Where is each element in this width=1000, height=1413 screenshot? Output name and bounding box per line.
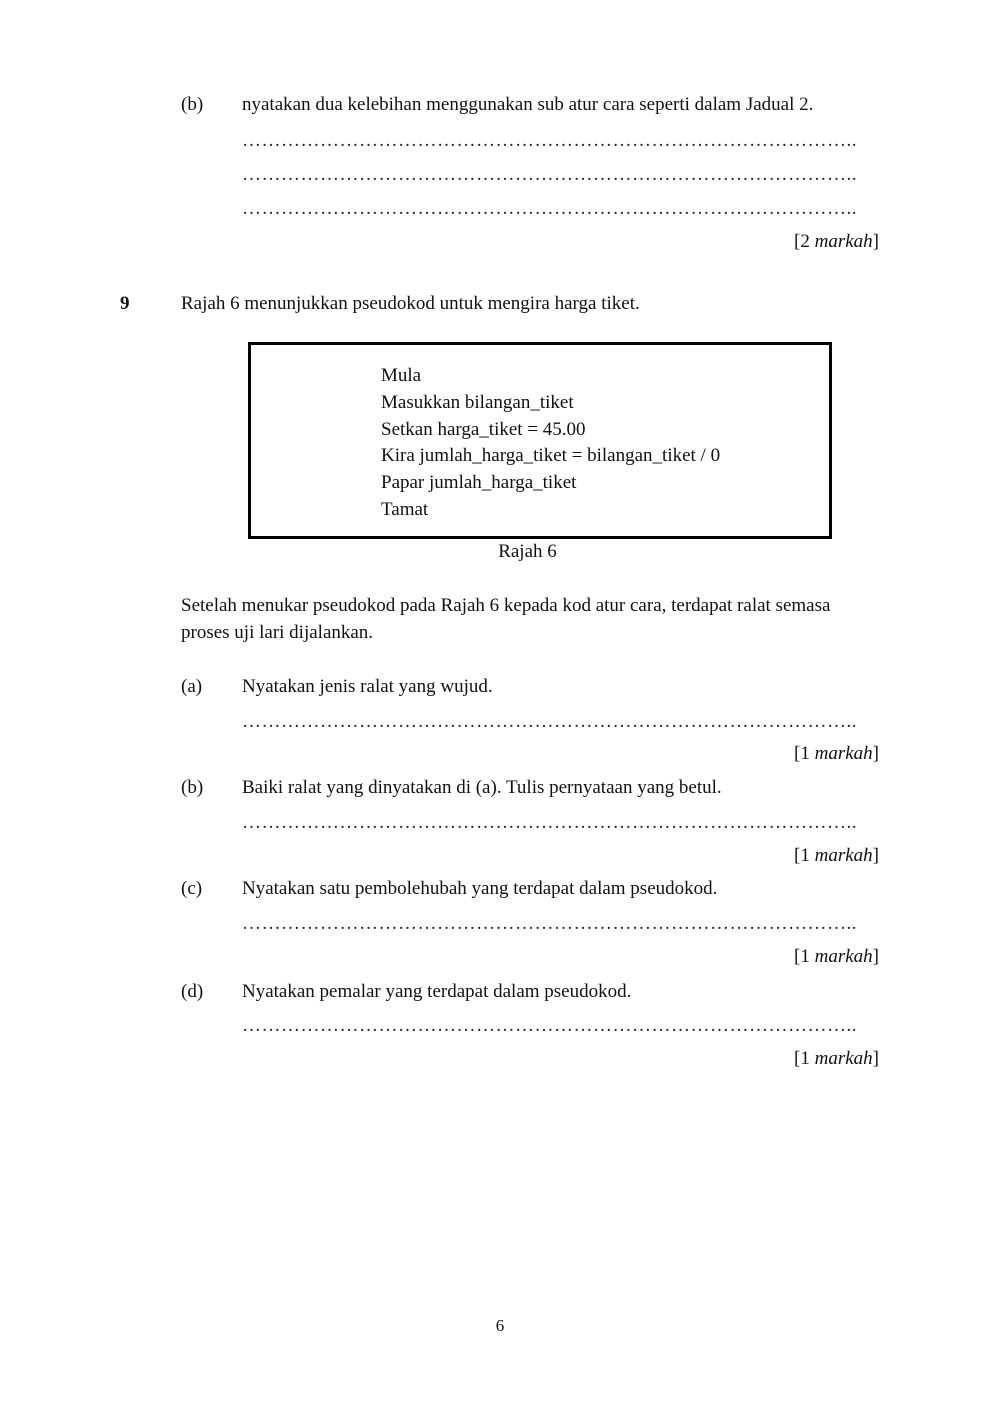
answer-line-prev-b-2[interactable]: …………………………………………………………………………………..	[242, 165, 857, 184]
marks-b: [1 markah]	[794, 845, 879, 866]
part-label-prev-b: (b)	[181, 94, 204, 115]
marks-number: 1	[800, 1048, 810, 1069]
marks-number: 1	[800, 743, 810, 764]
question-text-prev-b: nyatakan dua kelebihan menggunakan sub atur cara seperti dalam Jadual 2.	[242, 94, 814, 115]
marks-c: [1 markah]	[794, 946, 879, 967]
marks-word: markah	[814, 845, 873, 866]
page-number: 6	[495, 1316, 505, 1335]
marks-word: markah	[814, 743, 873, 764]
answer-line-a[interactable]: …………………………………………………………………………………..	[242, 712, 857, 731]
part-label-b: (b)	[181, 777, 204, 798]
answer-line-prev-b-1[interactable]: …………………………………………………………………………………..	[242, 131, 857, 150]
pseudocode-line: Mula	[381, 365, 422, 386]
answer-line-d[interactable]: …………………………………………………………………………………..	[242, 1016, 857, 1035]
marks-word: markah	[814, 1048, 873, 1069]
marks-number: 1	[800, 845, 810, 866]
marks-word: markah	[814, 946, 873, 967]
pseudocode-line: Setkan harga_tiket = 45.00	[381, 419, 586, 440]
pseudocode-line: Papar jumlah_harga_tiket	[381, 472, 577, 493]
pseudocode-line: Tamat	[381, 499, 429, 520]
question-text-a: Nyatakan jenis ralat yang wujud.	[242, 676, 493, 697]
pseudocode-line: Kira jumlah_harga_tiket = bilangan_tiket / 0	[381, 445, 721, 466]
question-text-d: Nyatakan pemalar yang terdapat dalam pseudokod.	[242, 981, 632, 1002]
question-context: Setelah menukar pseudokod pada Rajah 6 kepada kod atur cara, terdapat ralat semasa proses uji lari dijalankan.	[181, 595, 831, 643]
question-intro: Rajah 6 menunjukkan pseudokod untuk mengira harga tiket.	[181, 293, 640, 314]
marks-number: 1	[800, 946, 810, 967]
question-number: 9	[120, 293, 130, 314]
answer-line-b[interactable]: …………………………………………………………………………………..	[242, 813, 857, 832]
part-label-a: (a)	[181, 676, 203, 697]
marks-word: markah	[814, 231, 873, 252]
question-text-c: Nyatakan satu pembolehubah yang terdapat dalam pseudokod.	[242, 878, 718, 899]
marks-number: 2	[800, 231, 810, 252]
marks-a: [1 markah]	[794, 743, 879, 764]
part-label-d: (d)	[181, 981, 204, 1002]
pseudocode-line: Masukkan bilangan_tiket	[381, 392, 574, 413]
marks-prev-b: [2 markah]	[794, 231, 879, 252]
answer-line-prev-b-3[interactable]: …………………………………………………………………………………..	[242, 199, 857, 218]
pseudocode-box	[248, 342, 832, 539]
part-label-c: (c)	[181, 878, 203, 899]
marks-d: [1 markah]	[794, 1048, 879, 1069]
question-text-b: Baiki ralat yang dinyatakan di (a). Tulis pernyataan yang betul.	[242, 777, 722, 798]
answer-line-c[interactable]: …………………………………………………………………………………..	[242, 914, 857, 933]
figure-caption: Rajah 6	[498, 541, 557, 562]
